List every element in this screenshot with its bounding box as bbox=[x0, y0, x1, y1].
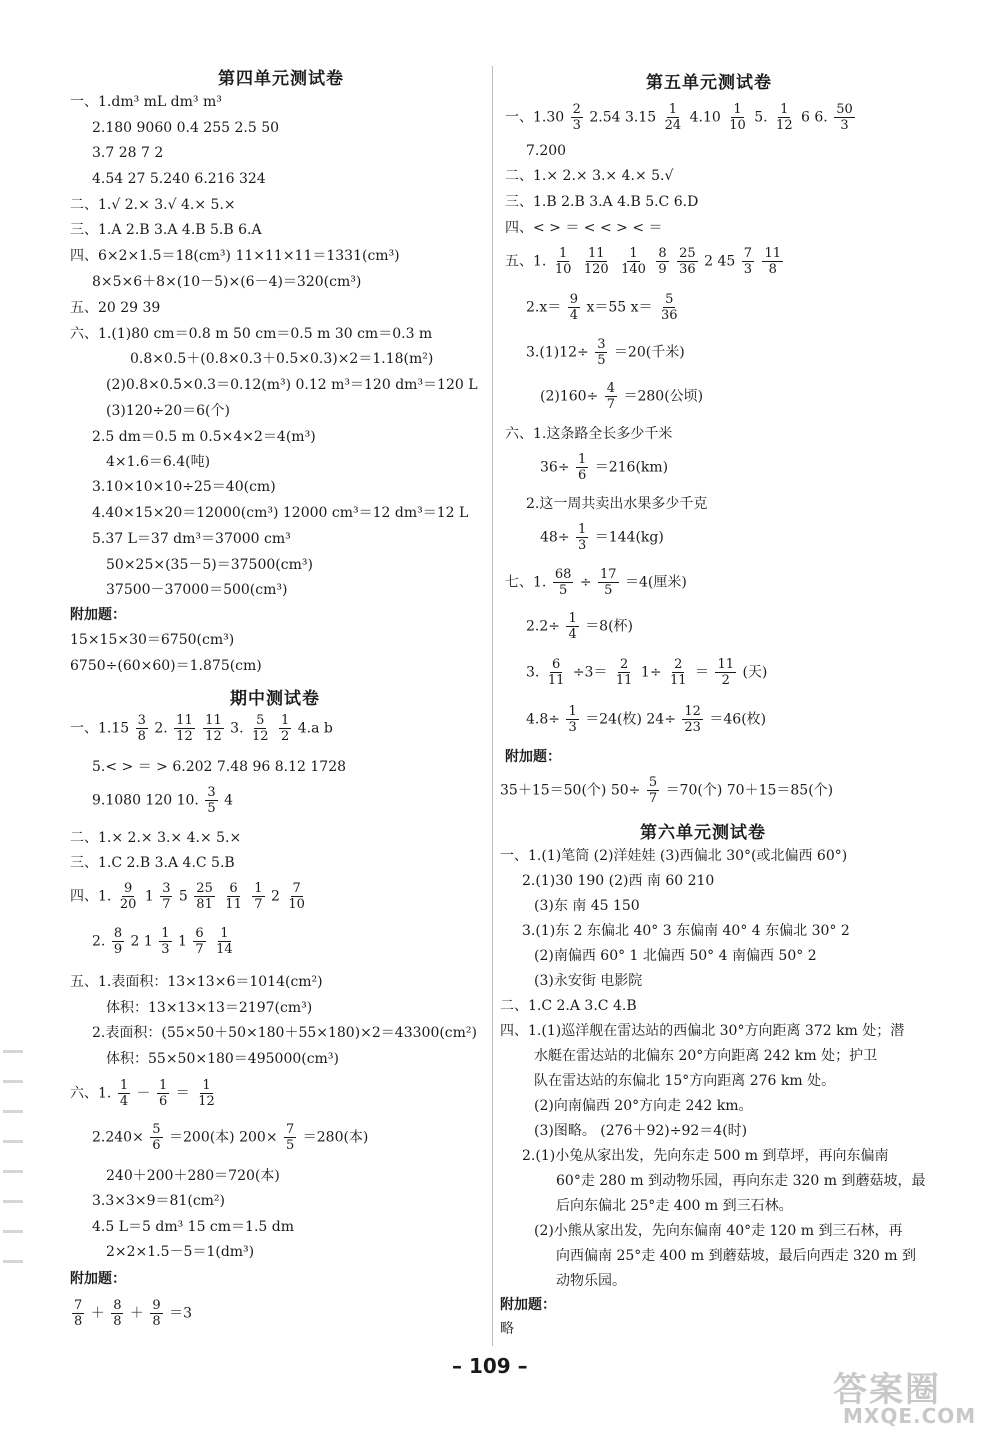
answer-line: 三、1.B 2.B 3.A 4.B 5.C 6.D bbox=[505, 194, 699, 210]
fraction: $\frac{1}{12}$ bbox=[198, 1078, 215, 1109]
fraction: $\frac{5}{12}$ bbox=[251, 713, 269, 744]
section-title-unit6: 第六单元测试卷 bbox=[640, 823, 766, 843]
fraction: $\frac{7}{10}$ bbox=[288, 881, 305, 912]
answer-line: 37500－37000＝500(cm³) bbox=[106, 582, 288, 598]
fraction: $\frac{1}{6}$ bbox=[159, 1078, 168, 1109]
section-title-midterm: 期中测试卷 bbox=[230, 689, 320, 709]
fraction: $\frac{12}{23}$ bbox=[684, 704, 701, 735]
fraction: $\frac{11}{120}$ bbox=[583, 246, 609, 277]
fraction: $\frac{1}{2}$ bbox=[280, 713, 290, 744]
answer-line: 9.1080 120 10. $\frac{3}{5}$ 4 bbox=[92, 785, 233, 816]
answer-line: 三、1.C 2.B 3.A 4.C 5.B bbox=[70, 855, 235, 871]
fraction: $\frac{1}{6}$ bbox=[578, 452, 587, 483]
answer-line: 四、1.(1)巡洋舰在雷达站的西偏北 30°方向距离 372 km 处；潜 bbox=[500, 1023, 905, 1039]
answer-line: 一、1.30 $\frac{2}{3}$ 2.54 3.15 $\frac{1}{24}$ 4.10 $\frac{1}{10}$ 5. $\frac{1}{12}$ 6 6. $\frac{50}{3}$ bbox=[505, 102, 853, 133]
answer-line: 7.200 bbox=[526, 143, 567, 159]
fraction: $\frac{8}{8}$ bbox=[113, 1298, 122, 1329]
fraction: $\frac{2}{11}$ bbox=[670, 657, 687, 688]
answer-line: 2×2×1.5－5＝1(dm³) bbox=[106, 1244, 255, 1260]
answer-line: 二、1.C 2.A 3.C 4.B bbox=[500, 998, 637, 1014]
answer-line: 体积：55×50×180＝495000(cm³) bbox=[106, 1051, 339, 1067]
answer-line: 水艇在雷达站的北偏东 20°方向距离 242 km 处；护卫 bbox=[534, 1048, 878, 1064]
fraction: $\frac{2}{11}$ bbox=[615, 657, 633, 688]
bonus-heading: 附加题： bbox=[505, 749, 561, 765]
answer-line: (2)0.8×0.5×0.3＝0.12(m³) 0.12 m³＝120 dm³＝120 L bbox=[106, 377, 478, 393]
answer-line: (2)160÷ $\frac{4}{7}$ ＝280(公顷) bbox=[540, 381, 704, 412]
answer-line: (2)小熊从家出发，先向东偏南 40°走 120 m 到三石林，再 bbox=[534, 1223, 903, 1239]
answer-line: 48÷ $\frac{1}{3}$ ＝144(kg) bbox=[540, 522, 664, 553]
answer-line: 七、1. $\frac{68}{5}$ ÷ $\frac{17}{5}$ ＝4(厘米) bbox=[505, 567, 687, 598]
answer-line: 二、1.× 2.× 3.× 4.× 5.√ bbox=[505, 168, 674, 184]
fraction: $\frac{5}{6}$ bbox=[152, 1122, 161, 1153]
answer-line: 2.这一周共卖出水果多少千克 bbox=[526, 496, 708, 512]
answer-line: 3.3×3×9＝81(cm²) bbox=[92, 1193, 226, 1209]
page-number: – 109 – bbox=[452, 1354, 528, 1378]
fraction: $\frac{9}{4}$ bbox=[569, 292, 578, 323]
answer-line: 一、1.15 $\frac{3}{8}$ 2. $\frac{11}{12}$ $\frac{11}{12}$ 3. $\frac{5}{12}$ $\frac{1}{2}$ 4.a b bbox=[70, 713, 333, 744]
watermark-url: MXQE.COM bbox=[843, 1404, 977, 1428]
answer-line: 四、6×2×1.5＝18(cm³) 11×11×11＝1331(cm³) bbox=[70, 248, 400, 264]
bonus-heading: 附加题： bbox=[70, 1271, 126, 1287]
fraction: $\frac{3}{8}$ bbox=[137, 713, 146, 744]
fraction: $\frac{1}{4}$ bbox=[119, 1078, 129, 1109]
answer-line: (3)120÷20＝6(个) bbox=[106, 403, 230, 419]
fraction: $\frac{3}{5}$ bbox=[597, 337, 606, 368]
fraction: $\frac{6}{11}$ bbox=[547, 657, 565, 688]
fraction: $\frac{1}{140}$ bbox=[621, 246, 646, 277]
answer-line: 50×25×(35－5)＝37500(cm³) bbox=[106, 557, 313, 573]
fraction: $\frac{25}{81}$ bbox=[196, 881, 213, 912]
watermark-logo bbox=[825, 1362, 990, 1428]
answer-line: 动物乐园。 bbox=[556, 1273, 626, 1289]
answer-line: 2.180 9060 0.4 255 2.5 50 bbox=[92, 120, 280, 136]
fraction: $\frac{1}{7}$ bbox=[254, 881, 263, 912]
fraction: $\frac{9}{8}$ bbox=[152, 1298, 161, 1329]
bonus-heading: 附加题： bbox=[500, 1297, 556, 1313]
answer-line: 3. $\frac{6}{11}$ ÷3＝ $\frac{2}{11}$ 1÷ $\frac{2}{11}$ ＝ $\frac{11}{2}$ (天) bbox=[526, 657, 768, 688]
answer-line: 五、1.表面积：13×13×6＝1014(cm²) bbox=[70, 974, 323, 990]
answer-line: 2.x＝ $\frac{9}{4}$ x＝55 x＝ $\frac{5}{36}$ bbox=[526, 292, 678, 323]
answer-line: 后向东偏北 25°走 400 m 到三石林。 bbox=[556, 1198, 793, 1214]
answer-line: 4.40×15×20＝12000(cm³) 12000 cm³＝12 dm³＝12 L bbox=[92, 505, 469, 521]
fraction: $\frac{11}{12}$ bbox=[205, 713, 222, 744]
answer-line: 2.(1)小兔从家出发，先向东走 500 m 到草坪，再向东偏南 bbox=[522, 1148, 889, 1164]
fraction: $\frac{1}{3}$ bbox=[578, 522, 587, 553]
fraction: $\frac{7}{5}$ bbox=[286, 1122, 295, 1153]
section-title-unit4: 第四单元测试卷 bbox=[218, 69, 344, 89]
fraction: $\frac{68}{5}$ bbox=[554, 567, 572, 598]
fraction: $\frac{11}{8}$ bbox=[764, 246, 782, 277]
answer-line: 三、1.A 2.B 3.A 4.B 5.B 6.A bbox=[70, 222, 262, 238]
bonus-heading: 附加题： bbox=[70, 607, 126, 623]
binding-edge-marks bbox=[0, 1040, 30, 1290]
answer-line: 略 bbox=[500, 1321, 514, 1337]
answer-line: 240＋200＋280＝720(本) bbox=[106, 1168, 280, 1184]
fraction: $\frac{11}{12}$ bbox=[176, 713, 193, 744]
fraction: $\frac{4}{7}$ bbox=[606, 381, 616, 412]
answer-line: 0.8×0.5＋(0.8×0.3＋0.5×0.3)×2＝1.18(m²) bbox=[130, 351, 434, 367]
fraction: $\frac{5}{36}$ bbox=[660, 292, 678, 323]
fraction: $\frac{8}{9}$ bbox=[658, 246, 667, 277]
answer-line: 35＋15＝50(个) 50÷ $\frac{5}{7}$ ＝70(个) 70＋15＝85(个) bbox=[500, 775, 834, 806]
answer-line: $\frac{7}{8}$ ＋ $\frac{8}{8}$ ＋ $\frac{9}{8}$ ＝3 bbox=[74, 1298, 193, 1329]
answer-line: 四、< > ＝ < < > < ＝ bbox=[505, 220, 663, 236]
answer-line: 2. $\frac{8}{9}$ 2 1 $\frac{1}{3}$ 1 $\frac{6}{7}$ $\frac{1}{14}$ bbox=[92, 926, 233, 957]
answer-line: 36÷ $\frac{1}{6}$ ＝216(km) bbox=[540, 452, 669, 483]
answer-line: (3)东 南 45 150 bbox=[534, 898, 640, 914]
fraction: $\frac{1}{10}$ bbox=[554, 246, 572, 277]
fraction: $\frac{6}{11}$ bbox=[225, 881, 242, 912]
answer-line: 4.5 L＝5 dm³ 15 cm＝1.5 dm bbox=[92, 1219, 295, 1235]
fraction: $\frac{1}{3}$ bbox=[568, 704, 577, 735]
answer-line: 2.(1)30 190 (2)西 南 60 210 bbox=[522, 873, 715, 889]
fraction: $\frac{1}{4}$ bbox=[568, 611, 577, 642]
fraction: $\frac{11}{2}$ bbox=[717, 657, 734, 688]
answer-line: (2)向南偏西 20°方向走 242 km。 bbox=[534, 1098, 753, 1114]
fraction: $\frac{2}{3}$ bbox=[572, 102, 581, 133]
answer-line: 6750÷(60×60)＝1.875(cm) bbox=[70, 658, 262, 674]
answer-line: (3)图略。 (276＋92)÷92＝4(时) bbox=[534, 1123, 748, 1139]
answer-line: 8×5×6＋8×(10－5)×(6－4)＝320(cm³) bbox=[92, 274, 362, 290]
answer-line: 15×15×30＝6750(cm³) bbox=[70, 632, 235, 648]
fraction: $\frac{9}{20}$ bbox=[119, 881, 137, 912]
column-divider bbox=[492, 66, 493, 1346]
answer-line: (3)永安街 电影院 bbox=[534, 973, 643, 989]
answer-line: 六、1.这条路全长多少千米 bbox=[505, 426, 673, 442]
answer-line: 向西偏南 25°走 400 m 到蘑菇坡，最后向西走 320 m 到 bbox=[556, 1248, 916, 1264]
answer-line: 60°走 280 m 到动物乐园，再向东走 320 m 到蘑菇坡，最 bbox=[556, 1173, 926, 1189]
answer-line: 4.54 27 5.240 6.216 324 bbox=[92, 171, 266, 187]
fraction: $\frac{6}{7}$ bbox=[195, 926, 204, 957]
fraction: $\frac{7}{8}$ bbox=[74, 1298, 83, 1329]
answer-line: 4.8÷ $\frac{1}{3}$ ＝24(枚) 24÷ $\frac{12}{23}$ ＝46(枚) bbox=[526, 704, 767, 735]
watermark-text: 答案圈 bbox=[833, 1370, 941, 1410]
answer-line: 5.37 L＝37 dm³＝37000 cm³ bbox=[92, 531, 291, 547]
answer-line: 3.10×10×10÷25＝40(cm) bbox=[92, 479, 276, 495]
fraction: $\frac{17}{5}$ bbox=[600, 567, 617, 598]
answer-line: 六、1. $\frac{1}{4}$ － $\frac{1}{6}$ ＝ $\frac{1}{12}$ bbox=[70, 1078, 215, 1109]
answer-line: 五、1. $\frac{1}{10}$ $\frac{11}{120}$ $\frac{1}{140}$ $\frac{8}{9}$ $\frac{25}{36}$ 2 45 $\frac{7}{3}$ $\frac{11}{8}$ bbox=[505, 246, 782, 277]
fraction: $\frac{1}{14}$ bbox=[216, 926, 233, 957]
answer-line: 2.5 dm＝0.5 m 0.5×4×2＝4(m³) bbox=[92, 429, 316, 445]
fraction: $\frac{8}{9}$ bbox=[113, 926, 123, 957]
answer-line: 一、1.dm³ mL dm³ m³ bbox=[70, 94, 222, 110]
answer-line: 二、1.√ 2.× 3.√ 4.× 5.× bbox=[70, 197, 236, 213]
answer-line: 体积：13×13×13＝2197(cm³) bbox=[106, 1000, 313, 1016]
fraction: $\frac{1}{10}$ bbox=[729, 102, 746, 133]
answer-line: 二、1.× 2.× 3.× 4.× 5.× bbox=[70, 830, 242, 846]
fraction: $\frac{3}{5}$ bbox=[207, 785, 216, 816]
answer-line: 2.2÷ $\frac{1}{4}$ ＝8(杯) bbox=[526, 611, 634, 642]
answer-line: 3.(1)东 2 东偏北 40° 3 东偏南 40° 4 东偏北 30° 2 bbox=[522, 923, 850, 939]
answer-line: 3.(1)12÷ $\frac{3}{5}$ ＝20(千米) bbox=[526, 337, 685, 368]
answer-line: (2)南偏西 60° 1 北偏西 50° 4 南偏西 50° 2 bbox=[534, 948, 817, 964]
fraction: $\frac{1}{3}$ bbox=[161, 926, 170, 957]
answer-line: 2.240× $\frac{5}{6}$ ＝200(本) 200× $\frac{7}{5}$ ＝280(本) bbox=[92, 1122, 369, 1153]
answer-line: 3.7 28 7 2 bbox=[92, 145, 164, 161]
fraction: $\frac{50}{3}$ bbox=[836, 102, 853, 133]
answer-line: 六、1.(1)80 cm＝0.8 m 50 cm＝0.5 m 30 cm＝0.3 m bbox=[70, 326, 433, 342]
answer-line: 五、20 29 39 bbox=[70, 300, 161, 316]
fraction: $\frac{3}{7}$ bbox=[162, 881, 171, 912]
answer-line: 2.表面积：(55×50＋50×180＋55×180)×2＝43300(cm²) bbox=[92, 1025, 477, 1041]
fraction: $\frac{5}{7}$ bbox=[648, 775, 658, 806]
section-title-unit5: 第五单元测试卷 bbox=[646, 73, 772, 93]
fraction: $\frac{1}{24}$ bbox=[664, 102, 682, 133]
fraction: $\frac{25}{36}$ bbox=[679, 246, 696, 277]
answer-line: 4×1.6＝6.4(吨) bbox=[106, 454, 211, 470]
answer-line: 四、1. $\frac{9}{20}$ 1 $\frac{3}{7}$ 5 $\frac{25}{81}$ $\frac{6}{11}$ $\frac{1}{7}$ 2 $\frac{7}{10}$ bbox=[70, 881, 305, 912]
fraction: $\frac{7}{3}$ bbox=[743, 246, 753, 277]
answer-line: 一、1.(1)笔筒 (2)洋娃娃 (3)西偏北 30°(或北偏西 60°) bbox=[500, 848, 848, 864]
answer-line: 5.< > ＝ > 6.202 7.48 96 8.12 1728 bbox=[92, 759, 347, 775]
fraction: $\frac{1}{12}$ bbox=[776, 102, 793, 133]
answer-line: 队在雷达站的东偏北 15°方向距离 276 km 处。 bbox=[534, 1073, 836, 1089]
